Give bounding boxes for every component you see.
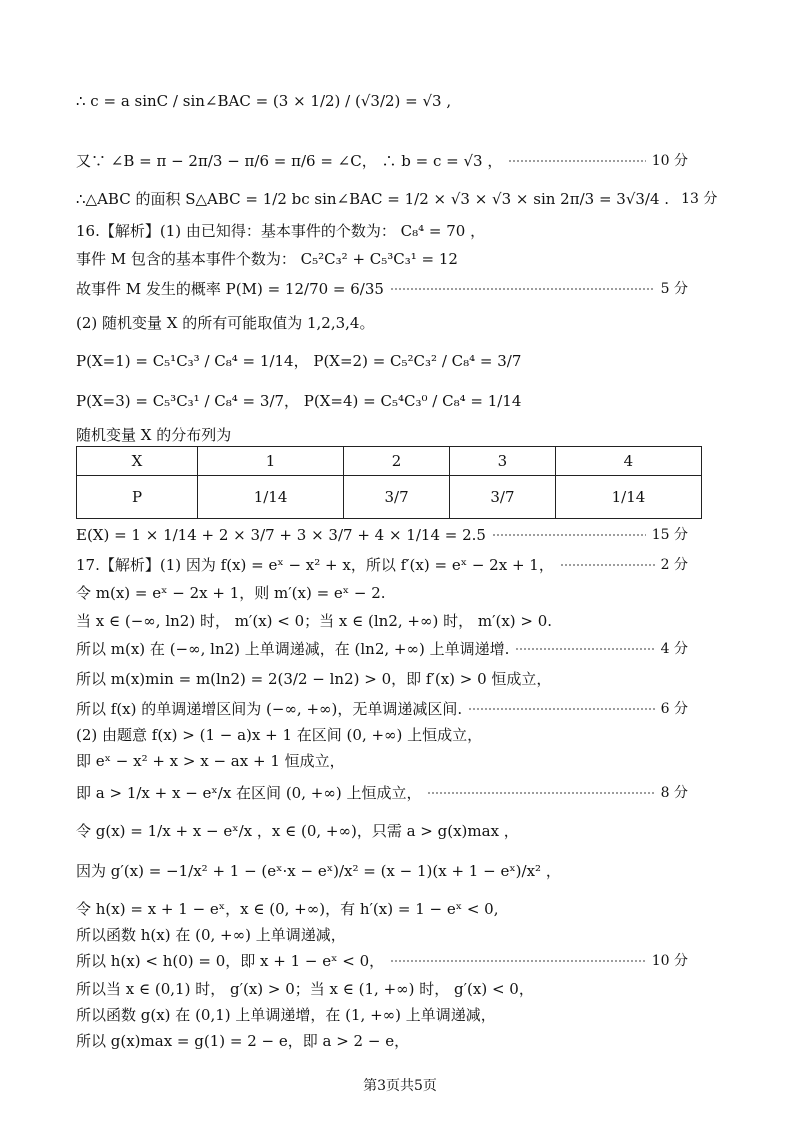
line-text: (2) 由题意 f(x) > (1 − a)x + 1 在区间 (0, +∞) 上恒成立，	[76, 726, 483, 744]
score-label: 6 分	[660, 700, 688, 717]
solution-line	[76, 980, 690, 998]
line-text: (2) 随机变量 X 的所有可能取值为 1,2,3,4。	[76, 314, 375, 332]
solution-line	[76, 900, 690, 918]
line-text: 事件 M 包含的基本事件个数为： C₅²C₃² + C₅³C₃¹ = 12	[76, 250, 458, 268]
line-text: 所以 h(x) < h(0) = 0，即 x + 1 − eˣ < 0，	[76, 952, 385, 970]
solution-line	[76, 190, 718, 208]
score-label: 8 分	[660, 784, 688, 801]
solution-line	[76, 392, 690, 410]
line-text: 所以 g(x)max = g(1) = 2 − e，即 a > 2 − e，	[76, 1032, 410, 1050]
table-cell: X	[77, 447, 198, 476]
solution-line	[76, 1006, 690, 1024]
solution-line	[76, 426, 690, 444]
line-text: ∴△ABC 的面积 S△ABC = 1/2 bc sin∠BAC = 1/2 × √3 × √3 × sin 2π/3 = 3√3/4 .	[76, 190, 670, 208]
leader-dots	[427, 792, 654, 794]
line-text: 令 g(x) = 1/x + x − eˣ/x ，x ∈ (0, +∞)，只需 a > g(x)max ，	[76, 822, 519, 840]
solution-line	[76, 526, 688, 544]
table-cell: P	[77, 476, 198, 519]
score-label: 5 分	[660, 280, 688, 297]
page-footer: 第3页共5页	[363, 1078, 437, 1094]
line-text: E(X) = 1 × 1/14 + 2 × 3/7 + 3 × 3/7 + 4 × 1/14 = 2.5	[76, 526, 486, 544]
solution-line	[76, 822, 690, 840]
line-text: ∴ c = a sinC / sin∠BAC = (3 × 1/2) / (√3/2) = √3 ,	[76, 92, 452, 110]
line-text: 16.【解析】(1) 由已知得：基本事件的个数为： C₈⁴ = 70 ，	[76, 222, 486, 240]
line-text: 随机变量 X 的分布列为	[76, 426, 232, 444]
score-label: 4 分	[660, 640, 688, 657]
table-cell: 3	[449, 447, 555, 476]
line-text: 17.【解析】(1) 因为 f(x) = eˣ − x² + x，所以 f′(x) = eˣ − 2x + 1，	[76, 556, 554, 574]
table-cell: 3/7	[449, 476, 555, 519]
line-text: 所以 m(x) 在 (−∞, ln2) 上单调递减，在 (ln2, +∞) 上单调递增.	[76, 640, 510, 658]
line-text: 所以函数 g(x) 在 (0,1) 上单调递增，在 (1, +∞) 上单调递减，	[76, 1006, 496, 1024]
solution-line	[76, 152, 688, 170]
leader-dots	[560, 564, 655, 566]
line-text: 所以 m(x)min = m(ln2) = 2(3/2 − ln2) > 0，即 f′(x) > 0 恒成立，	[76, 670, 552, 688]
leader-dots	[492, 534, 646, 536]
score-label: 2 分	[660, 556, 688, 573]
table-row	[77, 447, 702, 476]
solution-line	[76, 784, 688, 802]
solution-line	[76, 726, 690, 744]
solution-line	[76, 952, 688, 970]
line-text: P(X=3) = C₅³C₃¹ / C₈⁴ = 3/7， P(X=4) = C₅⁴C₃⁰ / C₈⁴ = 1/14	[76, 392, 522, 410]
score-label: 10 分	[651, 952, 688, 969]
table-row	[77, 476, 702, 519]
leader-dots	[390, 960, 646, 962]
solution-line	[76, 640, 688, 658]
line-text: 因为 g′(x) = −1/x² + 1 − (eˣ·x − eˣ)/x² = (x − 1)(x + 1 − eˣ)/x² ，	[76, 862, 561, 880]
line-text: 即 a > 1/x + x − eˣ/x 在区间 (0, +∞) 上恒成立，	[76, 784, 422, 802]
line-text: 故事件 M 发生的概率 P(M) = 12/70 = 6/35	[76, 280, 384, 298]
score-label: 13 分	[681, 190, 718, 207]
solution-line	[76, 352, 690, 370]
line-text: 所以函数 h(x) 在 (0, +∞) 上单调递减，	[76, 926, 346, 944]
line-text: 当 x ∈ (−∞, ln2) 时， m′(x) < 0；当 x ∈ (ln2, +∞) 时， m′(x) > 0.	[76, 612, 553, 630]
table-cell: 1/14	[198, 476, 344, 519]
line-text: 令 m(x) = eˣ − 2x + 1，则 m′(x) = eˣ − 2.	[76, 584, 386, 602]
line-text: 即 eˣ − x² + x > x − ax + 1 恒成立，	[76, 752, 345, 770]
solution-line	[76, 222, 690, 240]
solution-line	[76, 250, 690, 268]
line-text: 所以 f(x) 的单调递增区间为 (−∞, +∞)，无单调递减区间.	[76, 700, 463, 718]
solution-line	[76, 92, 690, 110]
solution-line	[76, 926, 690, 944]
solution-line	[76, 584, 690, 602]
distribution-table	[76, 446, 702, 519]
table-cell: 4	[555, 447, 701, 476]
table-cell: 3/7	[344, 476, 450, 519]
table-cell: 2	[344, 447, 450, 476]
solution-line	[76, 752, 690, 770]
line-text: 令 h(x) = x + 1 − eˣ，x ∈ (0, +∞)，有 h′(x) = 1 − eˣ < 0,	[76, 900, 499, 918]
score-label: 15 分	[651, 526, 688, 543]
leader-dots	[508, 160, 645, 162]
solution-line	[76, 612, 690, 630]
score-label: 10 分	[651, 152, 688, 169]
leader-dots	[390, 288, 655, 290]
solution-line	[76, 862, 690, 880]
line-text: 又∵ ∠B = π − 2π/3 − π/6 = π/6 = ∠C， ∴ b = c = √3 ，	[76, 152, 503, 170]
leader-dots	[515, 648, 654, 650]
line-text: P(X=1) = C₅¹C₃³ / C₈⁴ = 1/14， P(X=2) = C₅²C₃² / C₈⁴ = 3/7	[76, 352, 522, 370]
table-cell: 1/14	[555, 476, 701, 519]
table-cell: 1	[198, 447, 344, 476]
leader-dots	[468, 708, 654, 710]
solution-line	[76, 314, 690, 332]
solution-line	[76, 1032, 690, 1050]
solution-line	[76, 556, 688, 574]
line-text: 所以当 x ∈ (0,1) 时， g′(x) > 0；当 x ∈ (1, +∞) 时， g′(x) < 0，	[76, 980, 534, 998]
solution-line	[76, 670, 690, 688]
solution-line	[76, 700, 688, 718]
solution-line	[76, 280, 688, 298]
